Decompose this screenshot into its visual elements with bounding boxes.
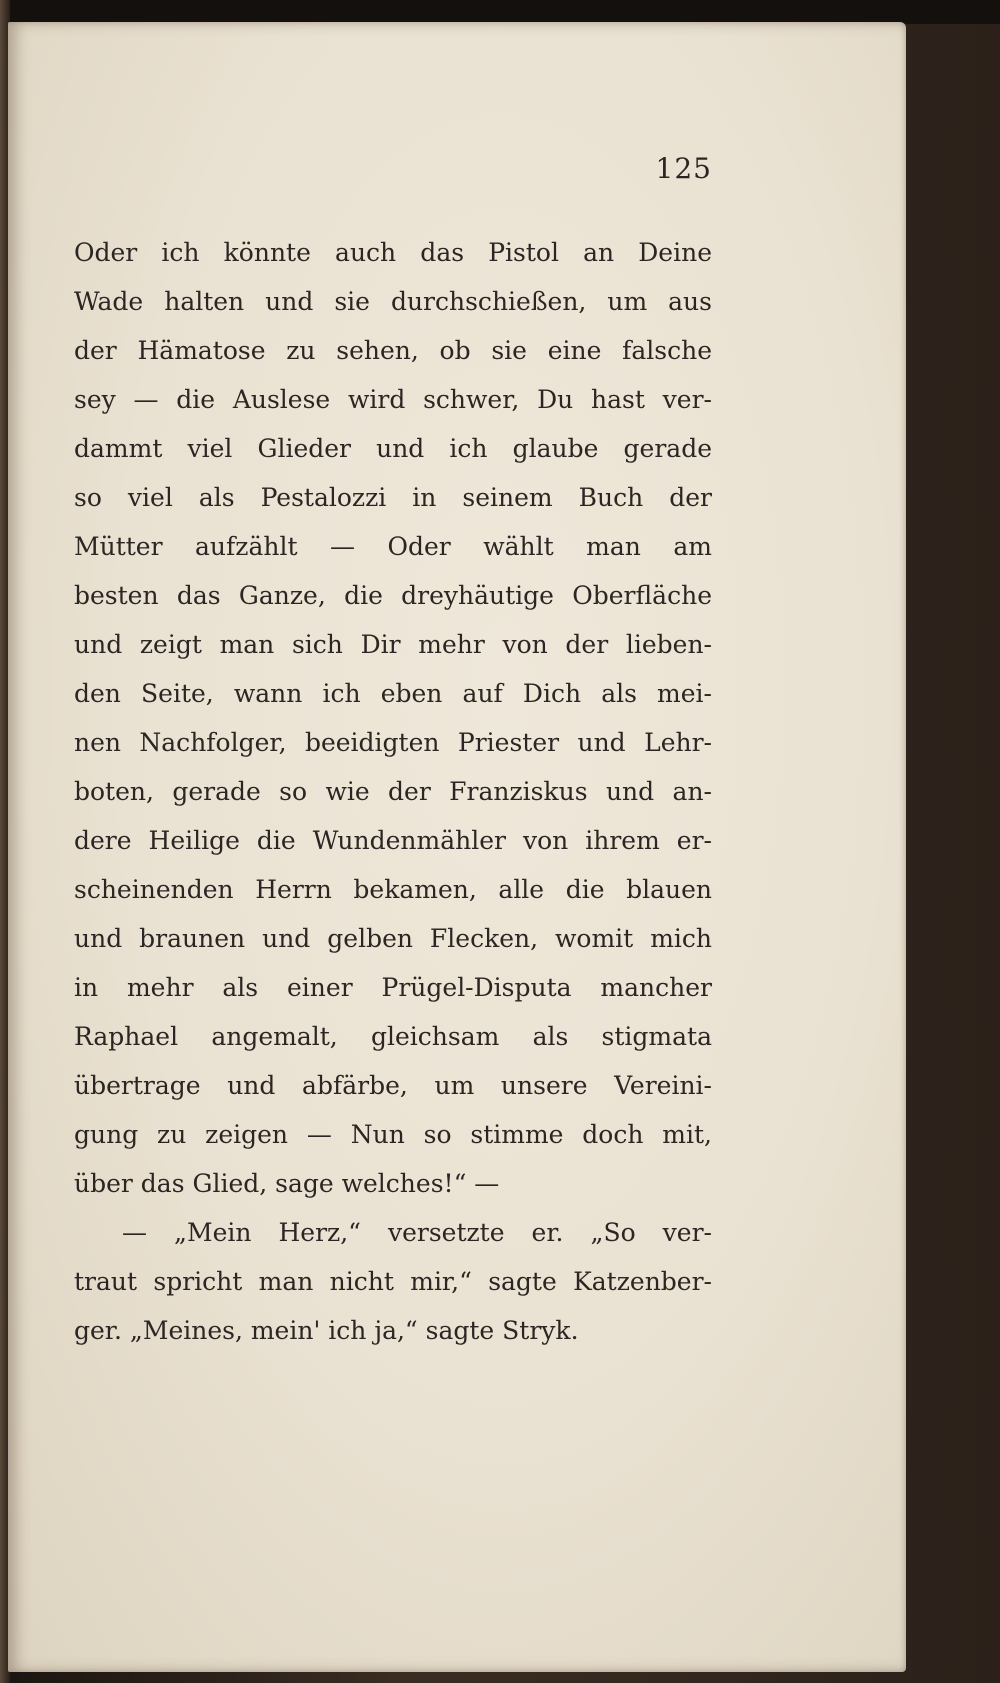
text-line: übertrage und abfärbe, um unsere Vereini- [74,1071,712,1100]
text-line: — „Mein Herz,“ versetzte er. „So ver- [122,1218,712,1247]
page-number: 125 [655,152,712,185]
text-line: gung zu zeigen — Nun so stimme doch mit, [74,1120,712,1149]
text-line: besten das Ganze, die dreyhäutige Oberfläche [74,581,712,610]
text-line: so viel als Pestalozzi in seinem Buch der [74,483,712,512]
text-line: boten, gerade so wie der Franziskus und an- [74,777,712,806]
scan-background-strip [0,0,1000,24]
text-line: nen Nachfolger, beeidigten Priester und Lehr- [74,728,712,757]
text-line: dammt viel Glieder und ich glaube gerade [74,434,712,463]
text-line: scheinenden Herrn bekamen, alle die blauen [74,875,712,904]
text-line: über das Glied, sage welches!“ — [74,1169,500,1198]
text-line: Mütter aufzählt — Oder wählt man am [74,532,712,561]
text-line: der Hämatose zu sehen, ob sie eine falsche [74,336,712,365]
text-line: Oder ich könnte auch das Pistol an Deine [74,238,712,267]
text-line: Raphael angemalt, gleichsam als stigmata [74,1022,712,1051]
text-line: ger. „Meines, mein' ich ja,“ sagte Stryk. [74,1316,579,1345]
text-line: Wade halten und sie durchschießen, um aus [74,287,712,316]
text-line: traut spricht man nicht mir,“ sagte Katzenber- [74,1267,712,1296]
body-text [74,228,712,1355]
text-line: den Seite, wann ich eben auf Dich als mei- [74,679,712,708]
text-line: dere Heilige die Wundenmähler von ihrem er- [74,826,712,855]
text-line: und braunen und gelben Flecken, womit mich [74,924,712,953]
text-line: in mehr als einer Prügel-Disputa mancher [74,973,712,1002]
text-line: und zeigt man sich Dir mehr von der lieben- [74,630,712,659]
text-line: sey — die Auslese wird schwer, Du hast ver- [74,385,712,414]
book-page [8,22,906,1672]
